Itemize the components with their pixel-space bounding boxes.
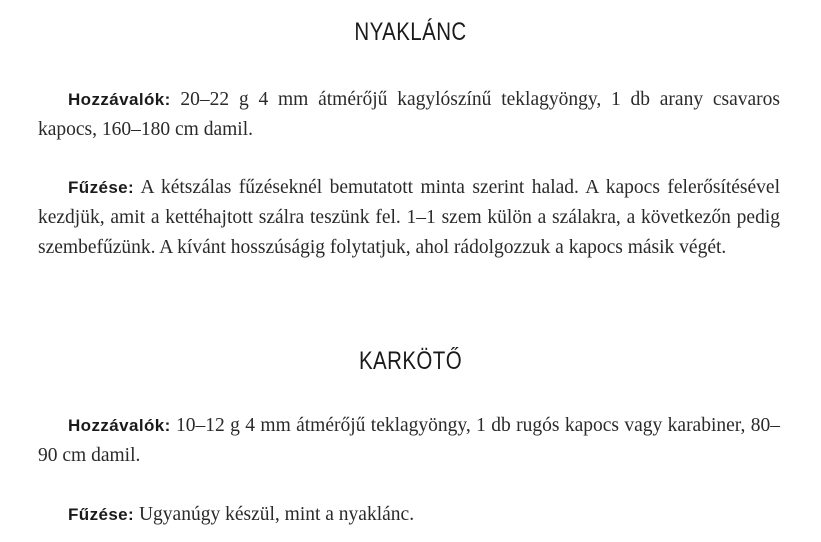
method-text: A kétszálas fűzéseknél bemutatott minta szerint halad. A kapocs felerősítésével kezdjük, amit a kettéhajtott szálra teszünk fel. 1–1 szem külön a szálakra, a következőn pedig szembefűzünk. A kívánt hosszúságig folytatjuk, ahol rádolgozzuk a kapocs másik végét.	[38, 177, 780, 258]
ingredients-label: Hozzávalók:	[68, 416, 171, 435]
method-text: Ugyanúgy készül, mint a nyaklánc.	[134, 504, 415, 525]
method-paragraph-karkoto	[38, 500, 780, 530]
ingredients-text: 20–22 g 4 mm átmérőjű kagylószínű teklagyöngy, 1 db arany csavaros kapocs, 160–180 cm damil.	[38, 89, 780, 140]
ingredients-label: Hozzávalók:	[68, 90, 171, 109]
ingredients-text: 10–12 g 4 mm átmérőjű teklagyöngy, 1 db rugós kapocs vagy karabiner, 80–90 cm damil.	[38, 415, 780, 466]
ingredients-paragraph-nyaklanc	[38, 85, 780, 145]
method-label: Fűzése:	[68, 505, 135, 524]
method-paragraph-nyaklanc	[38, 173, 780, 263]
method-label: Fűzése:	[68, 178, 135, 197]
ingredients-paragraph-karkoto	[38, 411, 780, 471]
section-title-nyaklanc: NYAKLÁNC	[354, 18, 467, 46]
section-title-karkoto: KARKÖTŐ	[358, 347, 463, 375]
